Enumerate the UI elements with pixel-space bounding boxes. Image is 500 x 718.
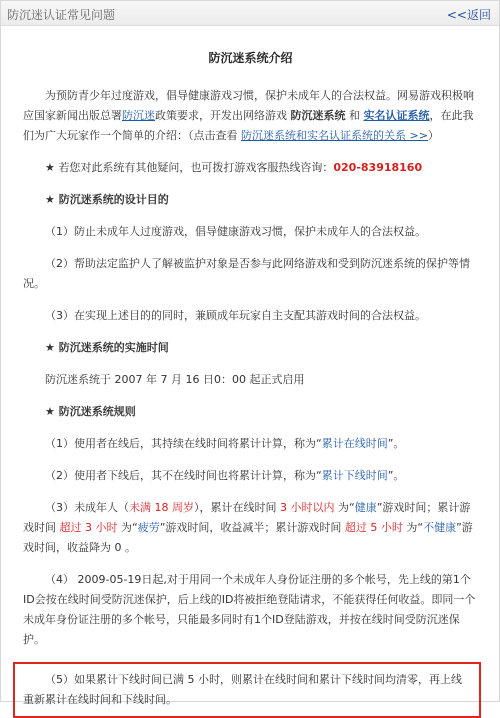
intro-text-2: 政策要求，开发出网络游戏 [155, 109, 291, 122]
design-item-2: （2）帮助法定监护人了解被监护对象是否参与此网络游戏和受到防沉迷系统的保护等情况。 [23, 257, 470, 290]
header-title: 防沉迷认证常见问题 [7, 8, 116, 22]
hotline-text: ★ 若您对此系统有其他疑问，也可拨打游戏客服热线咨询： [45, 161, 334, 174]
relation-link[interactable]: 防沉迷系统和实名认证系统的关系 >> [241, 129, 428, 142]
fcm-link[interactable]: 防沉迷 [122, 109, 155, 122]
intro-paragraph [23, 86, 478, 146]
hotline-phone: 020-83918160 [333, 161, 423, 174]
intro-text-5: ） [427, 129, 439, 142]
intro-text-4: ，在此我们为广大玩家作一个简单的介绍：（点击查看 [23, 109, 474, 142]
rule-1: （1）使用者在线后，其持续在线时间将累计计算，称为“累计在线时间”。 [45, 437, 405, 450]
impl-heading: ★ 防沉迷系统的实施时间 [45, 341, 169, 354]
page-title: 防沉迷系统介绍 [208, 51, 293, 65]
rule-5: （5）如果累计下线时间已满 5 小时，则累计在线时间和累计下线时间均清零，再上线重新累计在线时间和下线时间。 [23, 673, 462, 706]
header-bar [1, 1, 499, 26]
realname-link[interactable]: 实名认证系统 [363, 109, 430, 122]
intro-bold-system: 防沉迷系统 [290, 109, 346, 122]
impl-text: 防沉迷系统于 2007 年 7 月 16 日0：00 起正式启用 [45, 373, 305, 386]
design-item-1: （1）防止未成年人过度游戏，倡导健康游戏习惯，保护未成年人的合法权益。 [45, 225, 426, 238]
rule-3: （3）未成年人（未满 18 周岁），累计在线时间 3 小时以内 为“健康”游戏时间；累计游戏时间 超过 3 小时 为“疲劳”游戏时间，收益减半；累计游戏时间 超过 5 小时 为“不健康”游戏时间，收益降为 0 。 [23, 501, 473, 554]
content-area [23, 33, 478, 718]
rules-heading: ★ 防沉迷系统规则 [45, 405, 136, 418]
rule-4: （4） 2009-05-19日起,对于用同一个未成年人身份证注册的多个帐号，先上线的第1个ID会按在线时间受防沉迷保护，后上线的ID将被拒绝登陆请求，不能获得任何收益。即同一个未成年身份证注册的多个帐号，只能最多同时有1个ID登陆游戏，并按在线时间受防沉迷保护。 [23, 573, 476, 646]
design-heading: ★ 防沉迷系统的设计目的 [45, 193, 169, 206]
intro-text-3: 和 [345, 109, 364, 122]
design-item-3: （3）在实现上述目的的同时，兼顾成年玩家自主支配其游戏时间的合法权益。 [45, 309, 426, 322]
rule-2: （2）使用者下线后，其不在线时间也将累计计算，称为“累计下线时间”。 [45, 469, 405, 482]
back-link[interactable]: <<返回 [446, 8, 491, 22]
highlight-box [13, 662, 481, 718]
intro-text-1: 为预防青少年过度游戏，倡导健康游戏习惯，保护未成年人的合法权益。网易游戏积极响应国家新闻出版总署 [23, 89, 474, 122]
hotline-paragraph [23, 158, 478, 178]
